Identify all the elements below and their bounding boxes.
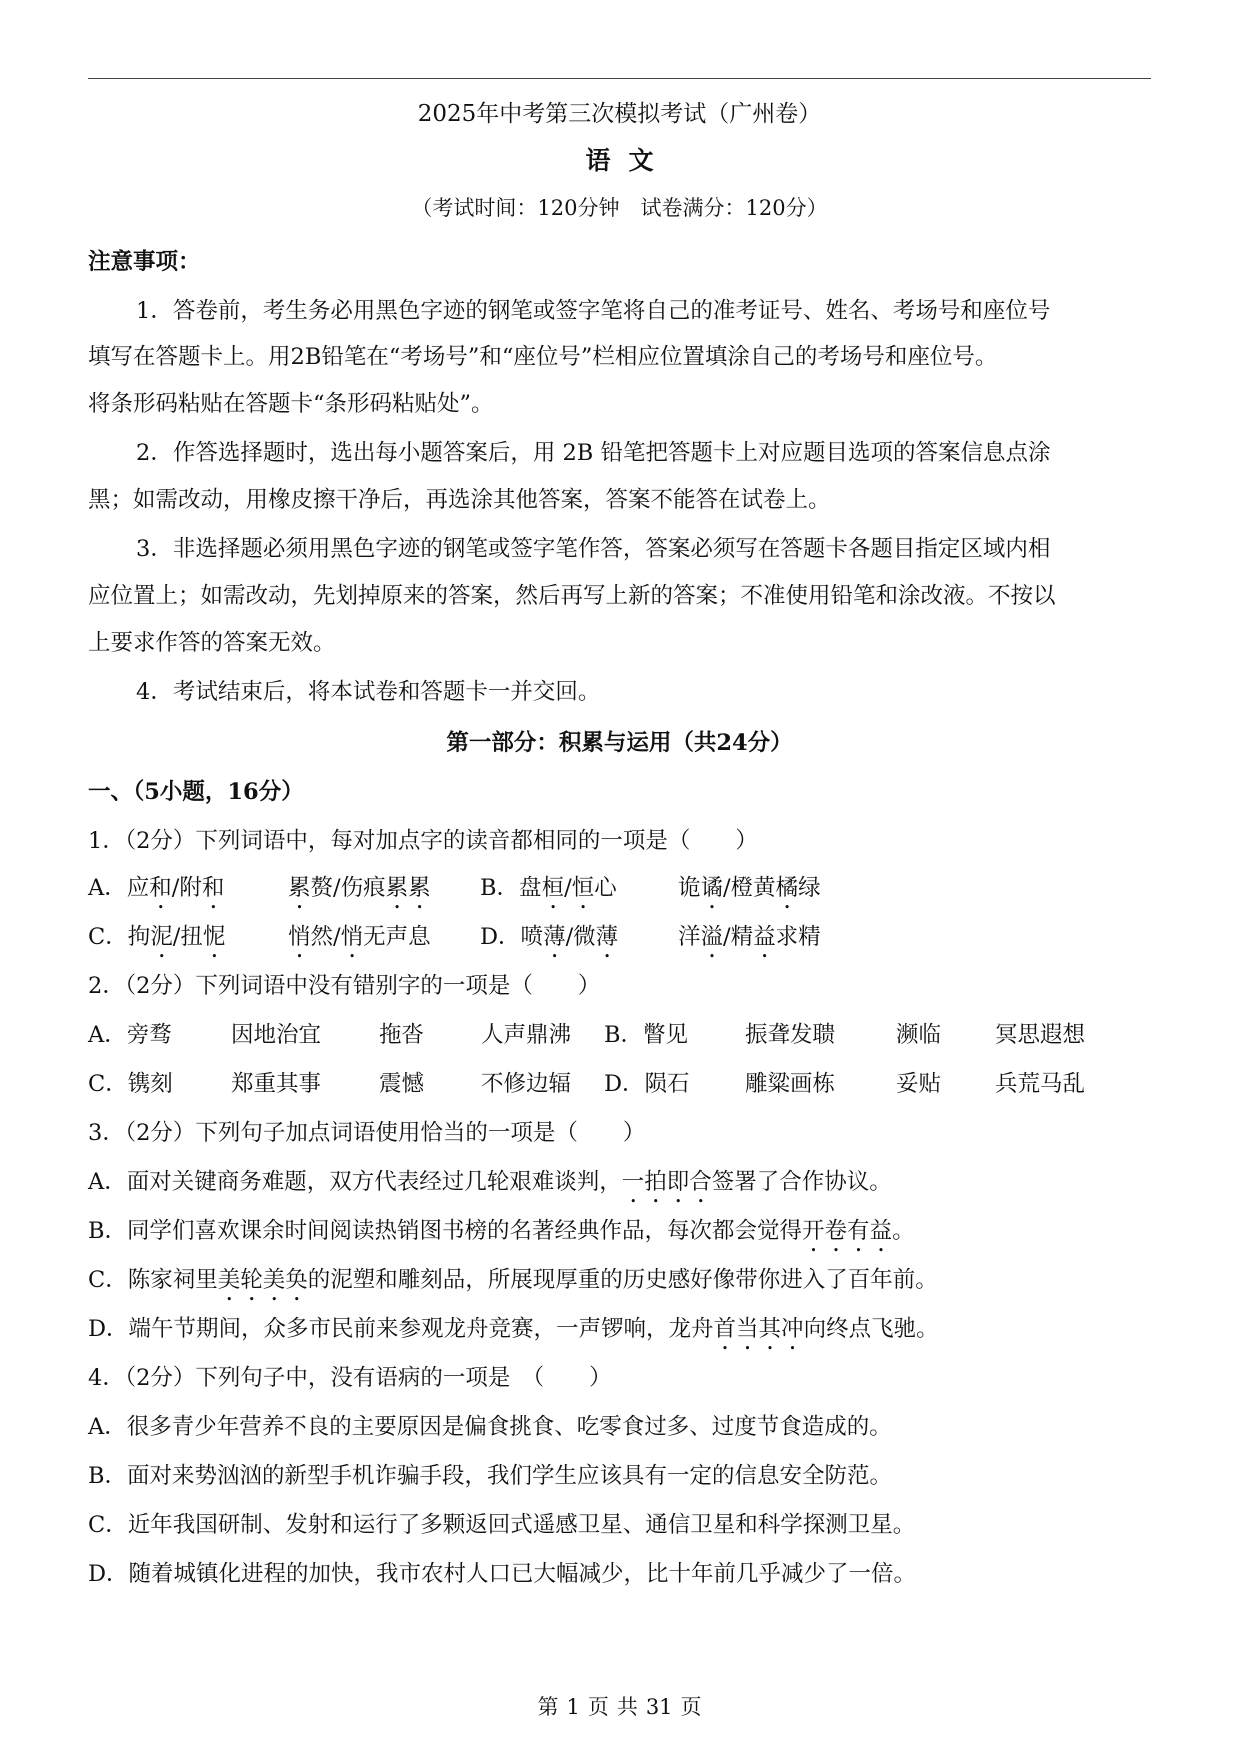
- section-title: 一、（5小题，16分）: [88, 779, 304, 805]
- q1-option-a: A．应和/附和: [88, 875, 225, 901]
- q1-option-c: C．拘泥/扭怩: [88, 924, 226, 950]
- q2-option: 人声鼎沸: [481, 1022, 572, 1048]
- notice-line: 3．非选择题必须用黑色字迹的钢笔或签字笔作答，答案必须写在答题卡各题目指定区域内相: [136, 536, 1051, 562]
- q4-option-c: C．近年我国研制、发射和运行了多颗返回式遥感卫星、通信卫星和科学探测卫星。: [88, 1512, 916, 1538]
- q2-option: 濒临: [896, 1022, 942, 1048]
- q3-option-c: C．陈家祠里美轮美奂的泥塑和雕刻品，所展现厚重的历史感好像带你进入了百年前。: [88, 1267, 938, 1293]
- q3-option-d: D．端午节期间，众多市民前来参观龙舟竞赛，一声锣响，龙舟首当其冲向终点飞驰。: [88, 1316, 939, 1342]
- q2-option: 冥思遐想: [995, 1022, 1086, 1048]
- q3-option-b: B．同学们喜欢课余时间阅读热销图书榜的名著经典作品，每次都会觉得开卷有益。: [88, 1218, 915, 1244]
- q2-option: D．陨石: [604, 1071, 690, 1097]
- q2-option: 不修边辐: [481, 1071, 572, 1097]
- exam-title: 2025年中考第三次模拟考试（广州卷）: [417, 101, 822, 127]
- q2-option: 拖沓: [379, 1022, 425, 1048]
- q2-option: C．镌刻: [88, 1071, 173, 1097]
- subject-title: 语文: [585, 146, 672, 175]
- q2-option: 郑重其事: [231, 1071, 322, 1097]
- notice-line: 应位置上；如需改动，先划掉原来的答案，然后再写上新的答案；不准使用铅笔和涂改液。不按以: [88, 583, 1056, 609]
- notice-line: 2．作答选择题时，选出每小题答案后，用 2B 铅笔把答题卡上对应题目选项的答案信息点涂: [136, 440, 1051, 466]
- q2-option: B．瞥见: [604, 1022, 689, 1048]
- q4-option-a: A．很多青少年营养不良的主要原因是偏食挑食、吃零食过多、过度节食造成的。: [88, 1414, 892, 1440]
- q2-option: 兵荒马乱: [995, 1071, 1086, 1097]
- q2-option: 妥贴: [896, 1071, 942, 1097]
- notice-line: 将条形码粘贴在答题卡“条形码粘贴处”。: [88, 391, 494, 417]
- q2-option: 震憾: [379, 1071, 425, 1097]
- exam-info: （考试时间：120分钟 试卷满分：120分）: [411, 196, 828, 220]
- question-2-stem: 2．（2分）下列词语中没有错别字的一项是（ ）: [88, 973, 601, 999]
- header-rule: [88, 78, 1151, 79]
- q1-option-b-second: 诡谲/橙黄橘绿: [678, 875, 821, 901]
- q1-option-b: B．盘桓/恒心: [480, 875, 617, 901]
- notice-line: 填写在答题卡上。用2B铅笔在“考场号”和“座位号”栏相应位置填涂自己的考场号和座位号。: [88, 344, 998, 370]
- q4-option-b: B．面对来势汹汹的新型手机诈骗手段，我们学生应该具有一定的信息安全防范。: [88, 1463, 893, 1489]
- q1-option-a-second: 累赘/伤痕累累: [288, 875, 431, 901]
- q2-option: 因地治宜: [231, 1022, 322, 1048]
- q4-option-d: D．随着城镇化进程的加快，我市农村人口已大幅减少，比十年前几乎减少了一倍。: [88, 1561, 917, 1587]
- question-1-stem: 1．（2分）下列词语中，每对加点字的读音都相同的一项是（ ）: [88, 828, 758, 854]
- q2-option: 振聋发聩: [745, 1022, 836, 1048]
- notice-heading: 注意事项：: [88, 249, 201, 275]
- q2-option: A．旁骛: [88, 1022, 172, 1048]
- q1-option-d-second: 洋溢/精益求精: [678, 924, 821, 950]
- q1-option-c-second: 悄然/悄无声息: [288, 924, 431, 950]
- question-4-stem: 4．（2分）下列句子中，没有语病的一项是 （ ）: [88, 1365, 612, 1391]
- part-title: 第一部分：积累与运用（共24分）: [446, 730, 793, 756]
- notice-line: 1．答卷前，考生务必用黑色字迹的钢笔或签字笔将自己的准考证号、姓名、考场号和座位号: [136, 298, 1051, 324]
- notice-line: 上要求作答的答案无效。: [88, 630, 336, 656]
- notice-line: 4．考试结束后，将本试卷和答题卡一并交回。: [136, 679, 601, 705]
- question-3-stem: 3．（2分）下列句子加点词语使用恰当的一项是（ ）: [88, 1120, 646, 1146]
- notice-line: 黑；如需改动，用橡皮擦干净后，再选涂其他答案，答案不能答在试卷上。: [88, 487, 831, 513]
- q2-option: 雕粱画栋: [745, 1071, 836, 1097]
- q3-option-a: A．面对关键商务难题，双方代表经过几轮艰难谈判，一拍即合签署了合作协议。: [88, 1169, 892, 1195]
- q1-option-d: D．喷薄/微薄: [480, 924, 619, 950]
- page-footer: 第 1 页 共 31 页: [537, 1695, 702, 1719]
